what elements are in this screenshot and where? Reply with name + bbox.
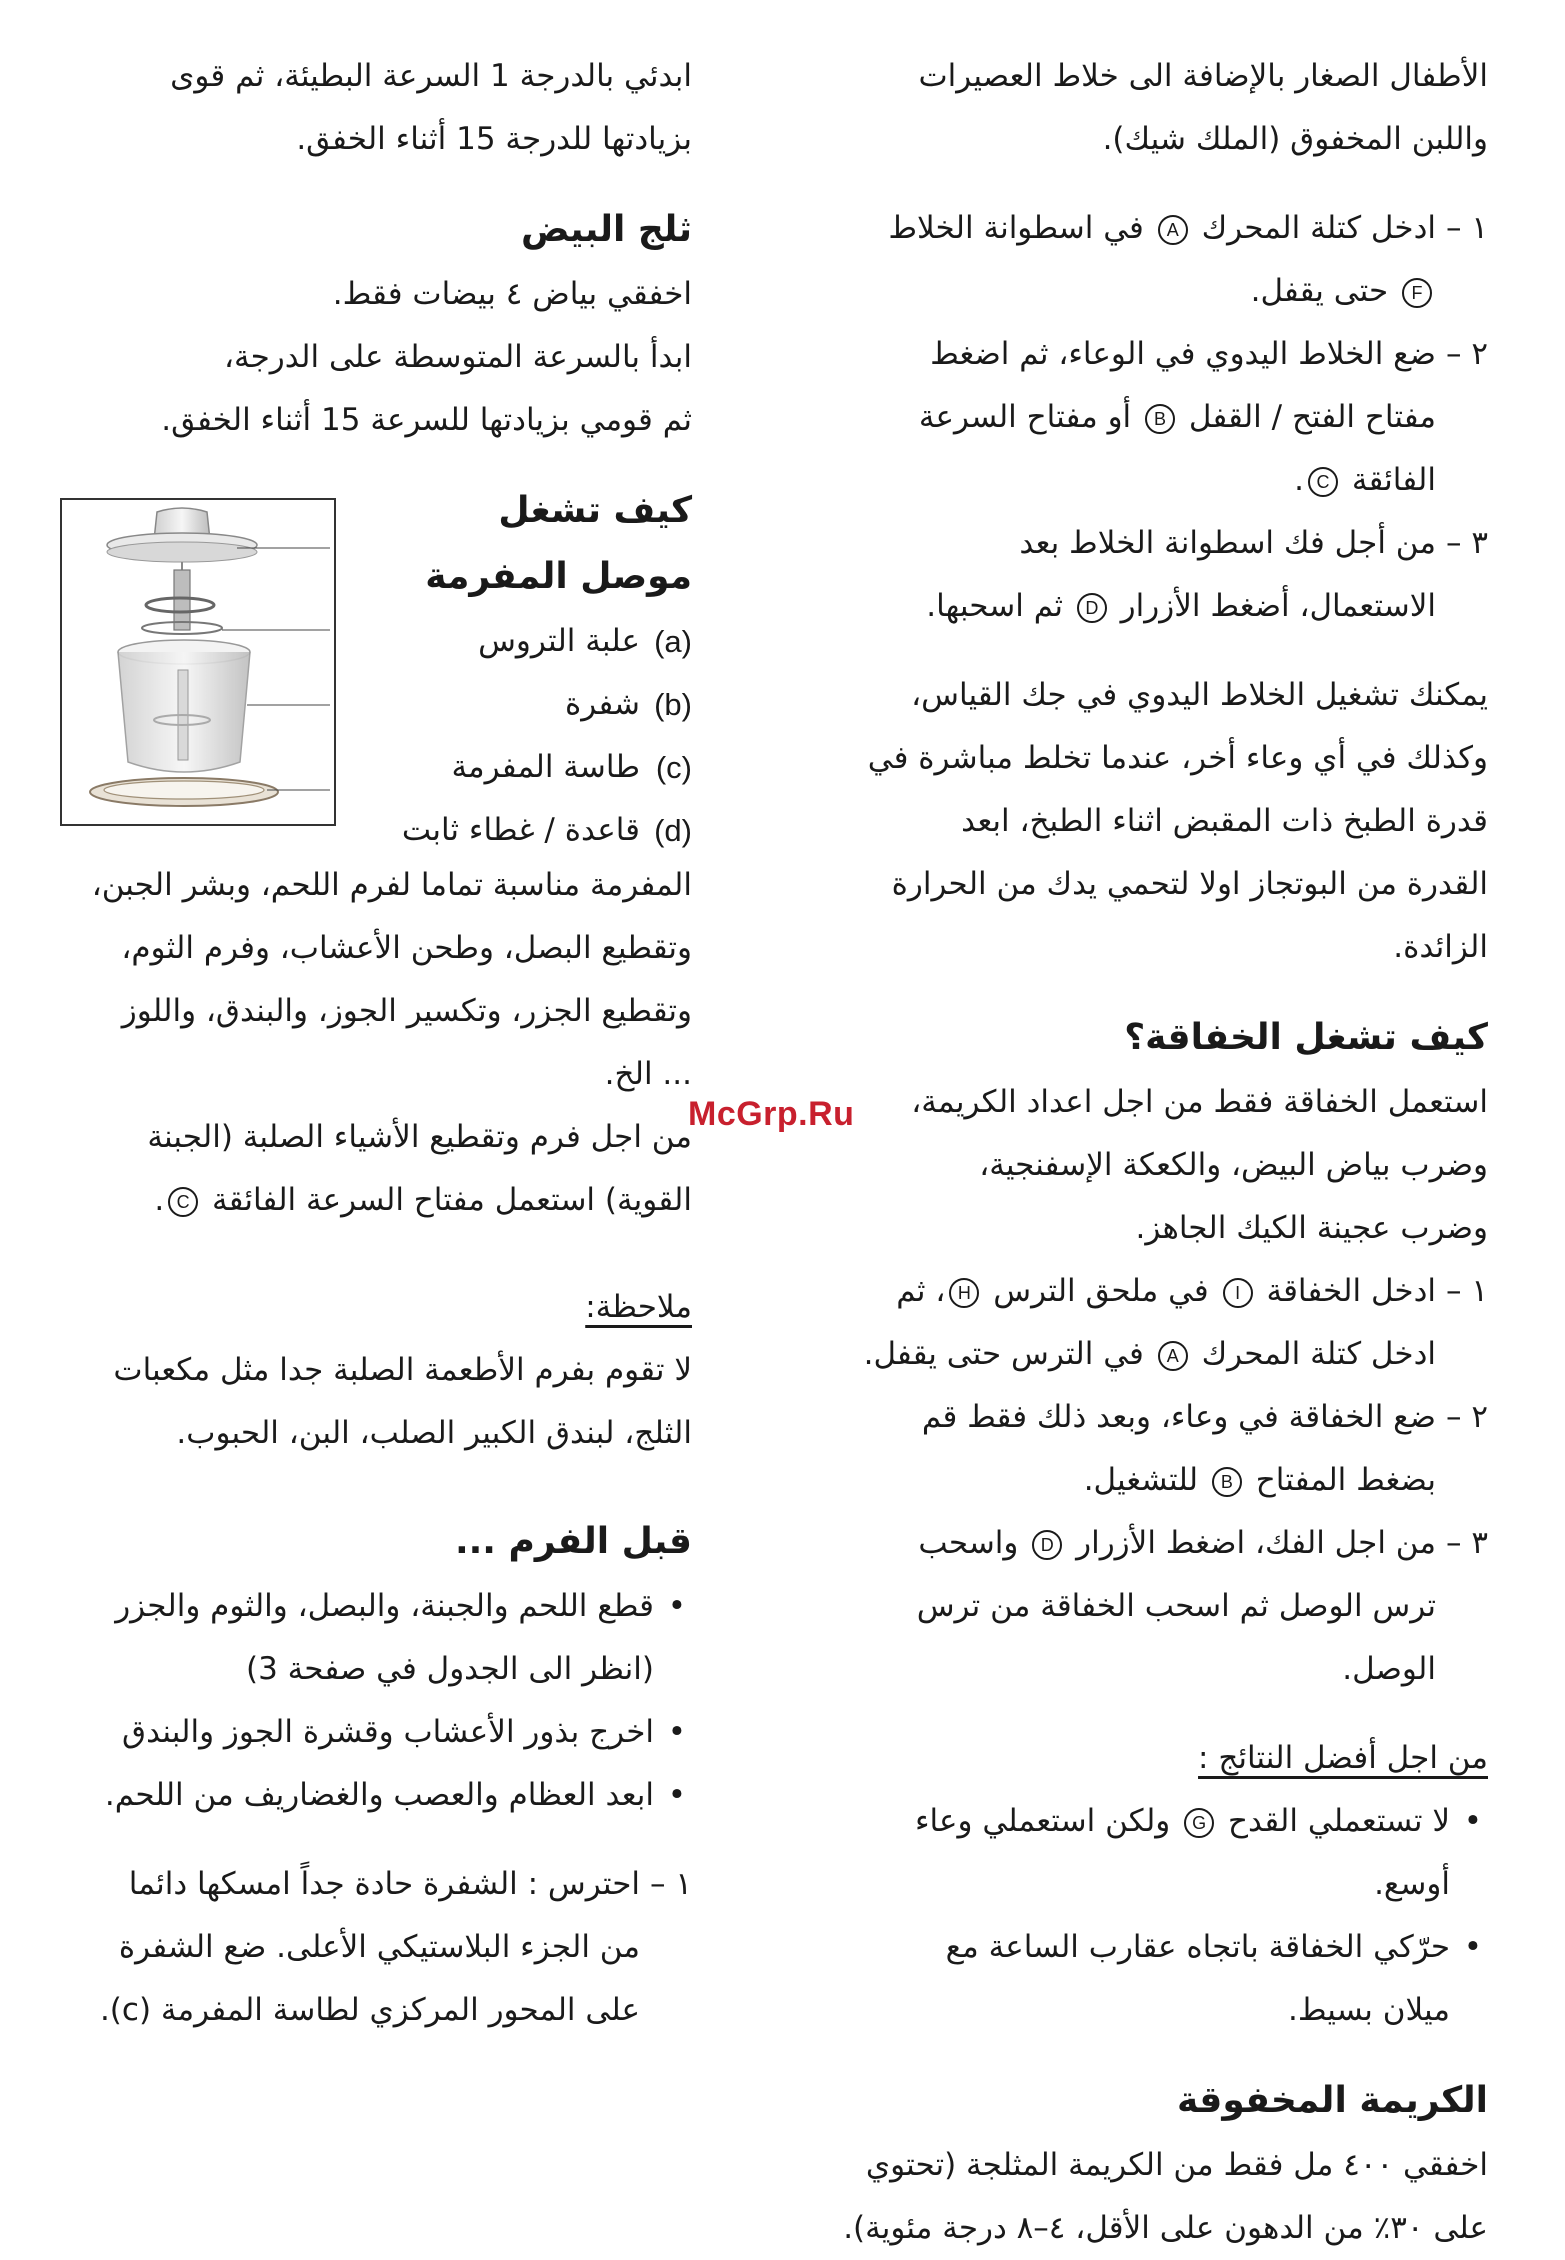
best-results-title: من اجل أفضل النتائج : xyxy=(1198,1740,1488,1776)
step-text: ، ثم xyxy=(896,1273,946,1309)
blender-step-1 xyxy=(840,197,1488,323)
bullet-text: (انظر الى الجدول في صفحة 3) xyxy=(245,1651,654,1687)
bullet-text: لا تستعملي القدح xyxy=(1227,1803,1450,1839)
step-text: في الترس حتى يقفل. xyxy=(863,1336,1144,1372)
before-chopping-heading: قبل الفرم ... xyxy=(454,1521,692,1562)
chopper-drawing-icon xyxy=(62,500,334,824)
part-tag: (d) xyxy=(654,813,692,848)
hard-foods-text: القوية) استعمل مفتاح السرعة الفائقة xyxy=(212,1182,692,1218)
step-number: ٣ – xyxy=(1445,525,1488,561)
step-text: أو مفتاح السرعة xyxy=(918,399,1132,435)
label-circle-icon: G xyxy=(1184,1808,1214,1838)
step-text: ضع الخفاقة في وعاء، وبعد ذلك فقط قم xyxy=(921,1399,1436,1435)
part-c xyxy=(352,736,692,799)
chopper-illustration xyxy=(60,498,336,826)
part-tag: (a) xyxy=(654,624,692,659)
step-text: واسحب xyxy=(918,1525,1019,1561)
chopper-para-line: المفرمة مناسبة تماما لفرم اللحم، وبشر الجبن، xyxy=(91,867,692,903)
para2-line: القدرة من البوتجاز اولا لتحمي يدك من الحرارة xyxy=(891,866,1488,902)
intro-line-2: واللبن المخفوق (الملك شيك). xyxy=(1102,121,1488,157)
bullet-text: ميلان بسيط. xyxy=(1288,1992,1450,2028)
before-bullet xyxy=(60,1701,692,1764)
whisk-intro-line: وضرب عجينة الكيك الجاهز. xyxy=(1135,1210,1488,1246)
best-bullet xyxy=(840,1790,1488,1916)
step-number: ٢ – xyxy=(1445,1399,1488,1435)
label-circle-icon: I xyxy=(1223,1278,1253,1308)
before-bullet xyxy=(60,1764,692,1827)
whisk-step-3 xyxy=(840,1512,1488,1701)
blender-step-2: ٢ – ضع الخلاط اليدوي في الوعاء، ثم اضغط مفتاح الفتح / القفل B أو مفتاح السرعة الفائقة C. xyxy=(840,323,1488,512)
part-tag: (c) xyxy=(655,750,692,785)
part-label: شفرة xyxy=(564,686,640,722)
step-number: ١ – xyxy=(649,1866,692,1902)
chopper-para-line: وتقطيع الجزر، وتكسير الجوز، والبندق، واللوز xyxy=(121,993,692,1029)
label-circle-icon: C xyxy=(168,1187,198,1217)
part-b xyxy=(352,673,692,736)
caution-line: احترس : الشفرة حادة جداً امسكها دائما xyxy=(128,1866,640,1902)
part-label: قاعدة / غطاء ثابت xyxy=(401,812,640,848)
label-circle-icon: C xyxy=(1308,467,1338,497)
left-column xyxy=(60,45,692,2042)
caution-line: من الجزء البلاستيكي الأعلى. ضع الشفرة xyxy=(118,1929,640,1965)
bullet-text: • قطع اللحم والجبنة، والبصل، والثوم والجزر xyxy=(115,1588,654,1624)
step-text: حتى يقفل. xyxy=(1250,273,1389,309)
step-text: ترس الوصل ثم اسحب الخفاقة من ترس الوصل. xyxy=(916,1588,1436,1687)
chopper-para-line: ... الخ. xyxy=(604,1056,692,1092)
step-text: ادخل كتلة المحرك xyxy=(1201,1336,1436,1372)
whisk-intro-line: وضرب بياض البيض، والكعكة الإسفنجية، xyxy=(979,1147,1488,1183)
caution-step xyxy=(60,1853,692,2042)
label-circle-icon: A xyxy=(1158,1341,1188,1371)
blender-step-3 xyxy=(840,512,1488,638)
hard-foods-line: القوية) استعمل مفتاح السرعة الفائقة C. xyxy=(154,1182,692,1218)
part-tag: (b) xyxy=(654,687,692,722)
bullet-text: ولكن استعملي وعاء أوسع. xyxy=(914,1803,1450,1902)
left-intro-line: ابدئي بالدرجة 1 السرعة البطيئة، ثم قوى xyxy=(170,58,692,94)
right-column xyxy=(840,45,1488,2260)
left-intro-line: بزيادتها للدرجة 15 أثناء الخفق. xyxy=(296,121,692,157)
para2-line: الزائدة. xyxy=(1393,929,1488,965)
part-label: طاسة المفرمة xyxy=(451,749,640,785)
step-text: للتشغيل. xyxy=(1083,1462,1199,1498)
para2-line: قدرة الطبخ ذات المقبض اثناء الطبخ، ابعد xyxy=(961,803,1488,839)
intro-line-1: الأطفال الصغار بالإضافة الى خلاط العصيرات xyxy=(918,58,1488,94)
chopper-heading-1: كيف تشغل xyxy=(498,490,692,531)
step-number: ٢ – xyxy=(1445,336,1488,372)
step-text: ضع الخلاط اليدوي في الوعاء، ثم اضغط xyxy=(930,336,1436,372)
hard-foods-line: من اجل فرم وتقطيع الأشياء الصلبة (الجبنة xyxy=(147,1119,692,1155)
egg-white-line: اخفقي بياض ٤ بيضات فقط. xyxy=(332,276,692,312)
step-text: ثم اسحبها. xyxy=(926,588,1063,624)
step-text: ادخل الخفاقة xyxy=(1266,1273,1436,1309)
step-number: ١ – xyxy=(1445,210,1488,246)
bullet-text: • اخرج بذور الأعشاب وقشرة الجوز والبندق xyxy=(122,1714,654,1750)
step-text: ادخل كتلة المحرك xyxy=(1201,210,1436,246)
note-line: لا تقوم بفرم الأطعمة الصلبة جدا مثل مكعبات xyxy=(113,1352,692,1388)
label-circle-icon: H xyxy=(949,1278,979,1308)
para2-line: يمكنك تشغيل الخلاط اليدوي في جك القياس، xyxy=(911,677,1488,713)
chopper-para-line: وتقطيع البصل، وطحن الأعشاب، وفرم الثوم، xyxy=(121,930,692,966)
step-text: في اسطوانة الخلاط xyxy=(888,210,1144,246)
step-text: بضغط المفتاح xyxy=(1255,1462,1436,1498)
note-heading xyxy=(60,1276,692,1339)
chopper-heading-2: موصل المفرمة xyxy=(425,556,692,597)
part-label: علبة التروس xyxy=(478,623,640,659)
label-circle-icon: A xyxy=(1158,215,1188,245)
step-text: الاستعمال، أضغط الأزرار xyxy=(1120,588,1436,624)
cream-heading: الكريمة المخفوقة xyxy=(1176,2080,1488,2121)
caution-line: على المحور المركزي لطاسة المفرمة (c). xyxy=(99,1992,640,2028)
whisk-step-2 xyxy=(840,1386,1488,1512)
part-d xyxy=(352,799,692,862)
whisk-intro-line: استعمل الخفاقة فقط من اجل اعداد الكريمة، xyxy=(911,1084,1488,1120)
label-circle-icon: D xyxy=(1032,1530,1062,1560)
whisk-step-1 xyxy=(840,1260,1488,1386)
note-line: الثلج، لبندق الكبير الصلب، البن، الحبوب. xyxy=(176,1415,692,1451)
egg-white-line: ابدأ بالسرعة المتوسطة على الدرجة، xyxy=(224,339,692,375)
best-bullet xyxy=(840,1916,1488,2042)
parts-list xyxy=(352,478,692,862)
step-text: من أجل فك اسطوانة الخلاط بعد xyxy=(1019,525,1436,561)
step-text: في ملحق الترس xyxy=(993,1273,1209,1309)
egg-white-heading: ثلج البيض xyxy=(520,209,692,250)
step-number: ٣ – xyxy=(1445,1525,1488,1561)
label-circle-icon: D xyxy=(1077,593,1107,623)
label-circle-icon: F xyxy=(1402,278,1432,308)
whisk-heading: كيف تشغل الخفاقة؟ xyxy=(1124,1017,1488,1058)
step-text: مفتاح الفتح / القفل xyxy=(1188,399,1436,435)
para2-line: وكذلك في أي وعاء أخر، عندما تخلط مباشرة في xyxy=(867,740,1488,776)
step-text: من اجل الفك، اضغط الأزرار xyxy=(1076,1525,1436,1561)
step-number: ١ – xyxy=(1445,1273,1488,1309)
egg-white-line: ثم قومي بزيادتها للسرعة 15 أثناء الخفق. xyxy=(161,402,692,438)
step-text: الفائقة xyxy=(1351,462,1436,498)
chopper-section xyxy=(60,478,692,848)
cream-line: اخفقي ٤٠٠ مل فقط من الكريمة المثلجة (تحتوي xyxy=(865,2147,1488,2183)
cream-line: على ٣٠٪ من الدهون على الأقل، ٤–٨ درجة مئوية). xyxy=(843,2210,1488,2246)
note-title: ملاحظة: xyxy=(585,1289,692,1325)
label-circle-icon: B xyxy=(1145,404,1175,434)
before-bullet xyxy=(60,1575,692,1701)
best-results-heading xyxy=(840,1727,1488,1790)
part-a xyxy=(352,610,692,673)
label-circle-icon: B xyxy=(1212,1467,1242,1497)
watermark: McGrp.Ru xyxy=(688,1095,855,1133)
bullet-text: • حرّكي الخفاقة باتجاه عقارب الساعة مع xyxy=(945,1929,1450,1965)
bullet-text: • ابعد العظام والعصب والغضاريف من اللحم. xyxy=(104,1777,654,1813)
